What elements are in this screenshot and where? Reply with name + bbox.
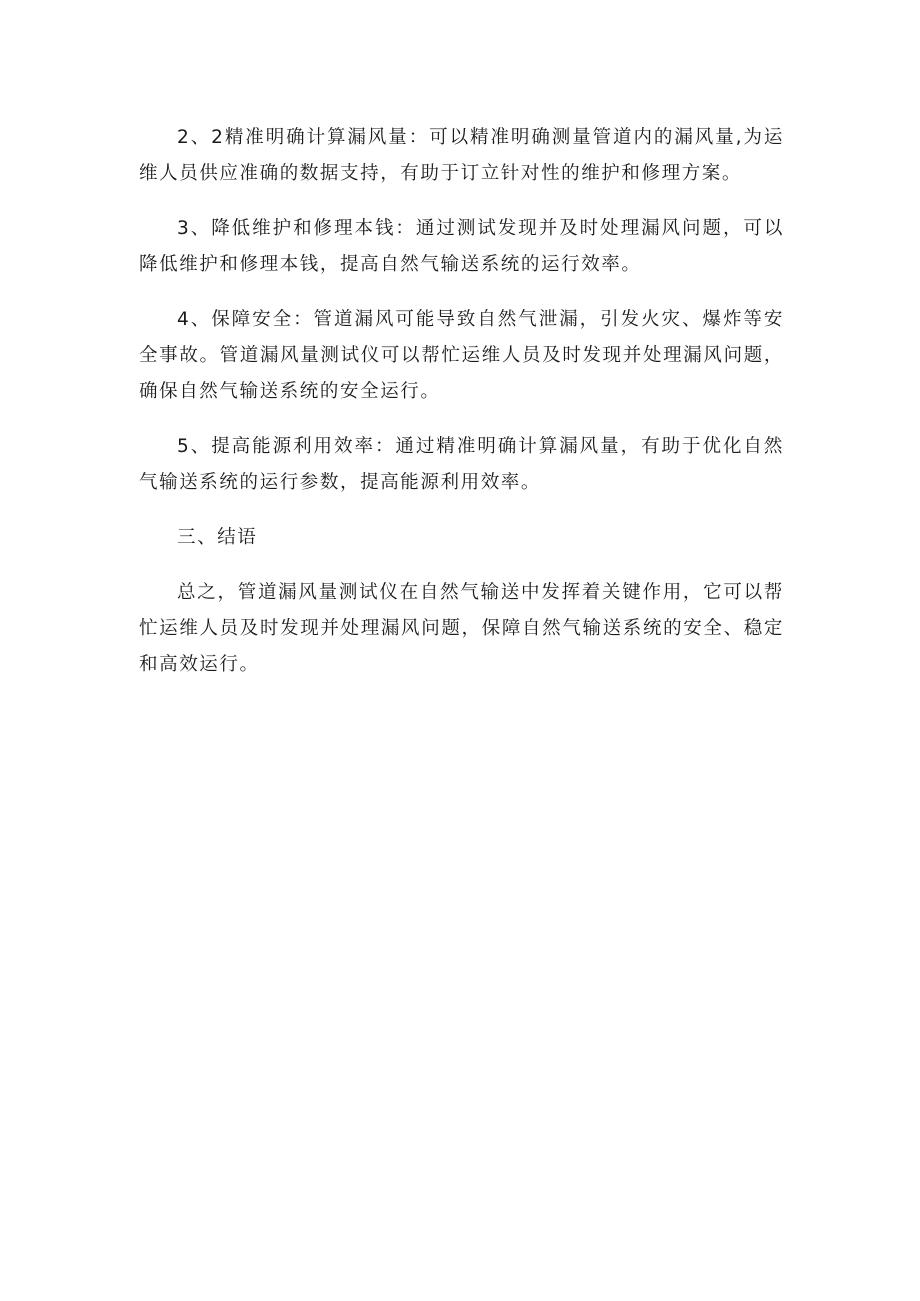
- paragraph-leak-measurement: 2、2精准明确计算漏风量：可以精准明确测量管道内的漏风量,为运维人员供应准确的数据支持，有助于订立针对性的维护和修理方案。: [139, 127, 784, 184]
- paragraph-safety: 4、保障安全：管道漏风可能导致自然气泄漏，引发火灾、爆炸等安全事故。管道漏风量测试仪可以帮忙运维人员及时发现并处理漏风问题，确保自然气输送系统的安全运行。: [139, 309, 784, 402]
- paragraph-reduce-cost: 3、降低维护和修理本钱：通过测试发现并及时处理漏风问题，可以降低维护和修理本钱，提高自然气输送系统的运行效率。: [139, 218, 784, 275]
- paragraph-energy-efficiency: 5、提高能源利用效率：通过精准明确计算漏风量，有助于优化自然气输送系统的运行参数，提高能源利用效率。: [139, 436, 784, 493]
- paragraph-conclusion: 总之，管道漏风量测试仪在自然气输送中发挥着关键作用，它可以帮忙运维人员及时发现并处理漏风问题，保障自然气输送系统的安全、稳定和高效运行。: [139, 582, 784, 675]
- section-heading-conclusion: 三、结语: [177, 527, 258, 548]
- document-body: [139, 120, 784, 702]
